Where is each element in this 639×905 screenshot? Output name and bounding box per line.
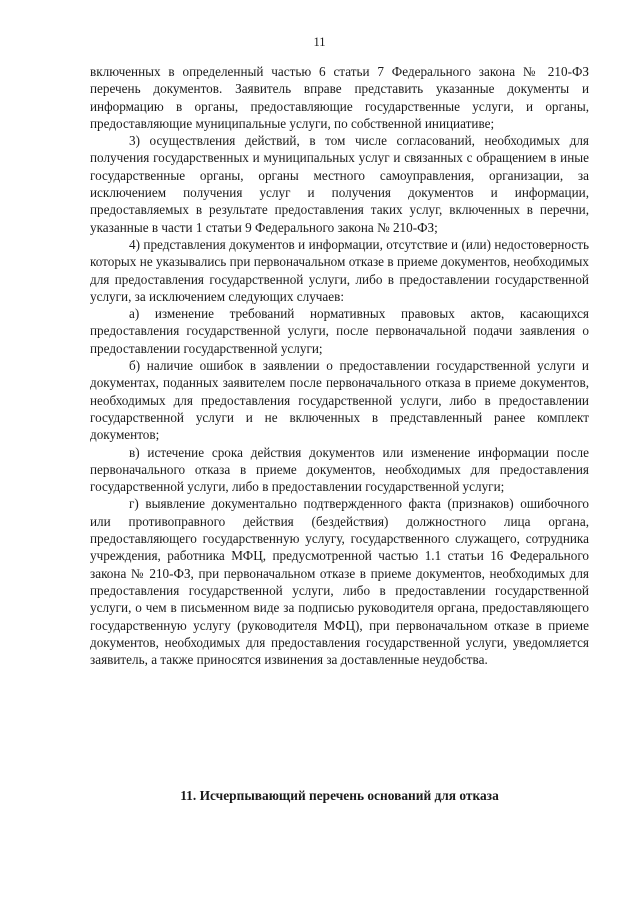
section-heading: 11. Исчерпывающий перечень оснований для отказа	[180, 788, 499, 803]
document-body	[90, 63, 589, 668]
paragraph-subitem-g: г) выявление документально подтвержденного факта (признаков) ошибочного или противоправного действия (бездействия) должностного лица органа, предоставляющего государственную услугу, государственного служащего, сотрудника учреждения, работника МФЦ, предусмотренной частью 1.1 статьи 16 Федерального закона № 210-ФЗ, при первоначальном отказе в приеме документов, необходимых для предоставления государственной услуги, либо в предоставлении государственной услуги, о чем в письменном виде за подписью руководителя органа, предоставляющего государственную услугу (руководителя МФЦ), при первоначальном отказе в приеме документов, необходимых для предоставления государственной услуги, уведомляется заявитель, а также приносятся извинения за доставленные неудобства.	[90, 496, 589, 668]
paragraph-subitem-v: в) истечение срока действия документов или изменение информации после первоначального отказа в приеме документов, необходимых для предоставления государственной услуги, либо в предоставлении государственной услуги;	[90, 444, 589, 495]
paragraph-item-3: 3) осуществления действий, в том числе согласований, необходимых для получения государственных и муниципальных услуг и связанных с обращением в иные государственные органы, органы местного самоуправления, организации, за исключением получения услуг и получения документов и информации, предоставляемых в результате предоставления таких услуг, включенных в перечни, указанные в части 1 статьи 9 Федерального закона № 210-ФЗ;	[90, 133, 589, 235]
page-number: 11	[313, 35, 326, 49]
paragraph-item-4: 4) представления документов и информации, отсутствие и (или) недостоверность которых не указывались при первоначальном отказе в приеме документов, необходимых для предоставления государственной услуги, либо в предоставлении государственной услуги, за исключением следующих случаев:	[90, 236, 589, 304]
paragraph-continuation: включенных в определенный частью 6 статьи 7 Федерального закона № 210-ФЗ перечень документов. Заявитель вправе представить указанные документы и информацию в органы, предоставляющие государственные услуги, и органы, предоставляющие муниципальные услуги, по собственной инициативе;	[90, 64, 589, 131]
paragraph-subitem-b: б) наличие ошибок в заявлении о предоставлении государственной услуги и документах, поданных заявителем после первоначального отказа в приеме документов, необходимых для предоставления государственной услуги, либо в предоставлении государственной услуги и не включенных в представленный ранее комплект документов;	[90, 358, 589, 443]
paragraph-subitem-a: а) изменение требований нормативных правовых актов, касающихся предоставления государственной услуги, после первоначальной подачи заявления о предоставлении государственной услуги;	[90, 306, 589, 356]
